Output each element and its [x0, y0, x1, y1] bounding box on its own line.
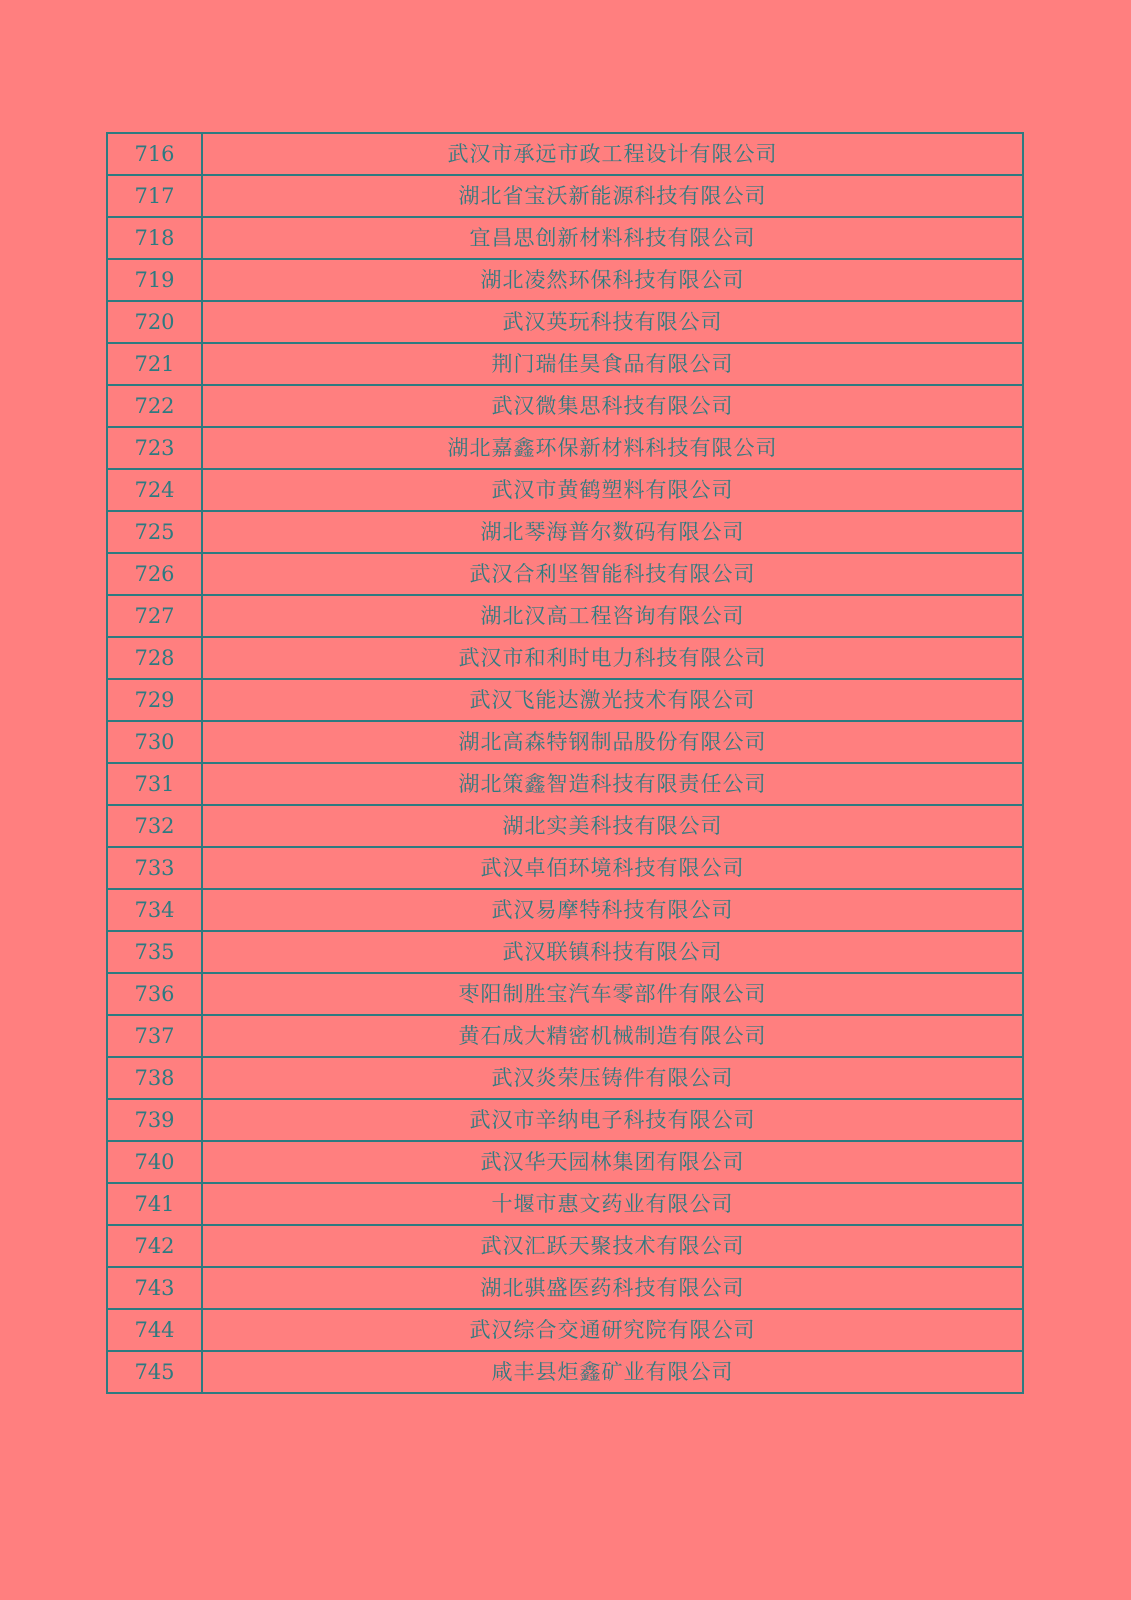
row-number-cell: 731 [107, 763, 202, 805]
table-row [107, 931, 1023, 973]
row-number-cell: 725 [107, 511, 202, 553]
company-name-cell: 武汉汇跃天聚技术有限公司 [202, 1225, 1023, 1267]
table-row [107, 1057, 1023, 1099]
row-number-cell: 744 [107, 1309, 202, 1351]
table-row [107, 1183, 1023, 1225]
table-row [107, 595, 1023, 637]
company-name-cell: 武汉市黄鹤塑料有限公司 [202, 469, 1023, 511]
table-row [107, 1225, 1023, 1267]
company-name-cell: 武汉市承远市政工程设计有限公司 [202, 133, 1023, 175]
row-number-cell: 739 [107, 1099, 202, 1141]
company-name-cell: 武汉微集思科技有限公司 [202, 385, 1023, 427]
company-name-cell: 武汉卓佰环境科技有限公司 [202, 847, 1023, 889]
company-name-cell: 湖北汉高工程咨询有限公司 [202, 595, 1023, 637]
company-name-cell: 湖北骐盛医药科技有限公司 [202, 1267, 1023, 1309]
table-row [107, 469, 1023, 511]
table-row [107, 847, 1023, 889]
table-row [107, 133, 1023, 175]
row-number-cell: 730 [107, 721, 202, 763]
company-name-cell: 武汉市和利时电力科技有限公司 [202, 637, 1023, 679]
company-name-cell: 武汉炎荣压铸件有限公司 [202, 1057, 1023, 1099]
row-number-cell: 729 [107, 679, 202, 721]
row-number-cell: 742 [107, 1225, 202, 1267]
company-name-cell: 武汉合利坚智能科技有限公司 [202, 553, 1023, 595]
row-number-cell: 735 [107, 931, 202, 973]
table-row [107, 511, 1023, 553]
table-row [107, 763, 1023, 805]
row-number-cell: 716 [107, 133, 202, 175]
table-row [107, 1309, 1023, 1351]
table-row [107, 553, 1023, 595]
row-number-cell: 726 [107, 553, 202, 595]
row-number-cell: 732 [107, 805, 202, 847]
table-row [107, 721, 1023, 763]
row-number-cell: 743 [107, 1267, 202, 1309]
row-number-cell: 717 [107, 175, 202, 217]
table-row [107, 637, 1023, 679]
row-number-cell: 733 [107, 847, 202, 889]
row-number-cell: 721 [107, 343, 202, 385]
company-name-cell: 武汉飞能达激光技术有限公司 [202, 679, 1023, 721]
table-row [107, 1015, 1023, 1057]
table-row [107, 679, 1023, 721]
company-name-cell: 武汉易摩特科技有限公司 [202, 889, 1023, 931]
table-row [107, 889, 1023, 931]
row-number-cell: 720 [107, 301, 202, 343]
table-row [107, 1267, 1023, 1309]
company-name-cell: 武汉联镇科技有限公司 [202, 931, 1023, 973]
table-row [107, 1351, 1023, 1393]
table-row [107, 1099, 1023, 1141]
table-row [107, 259, 1023, 301]
row-number-cell: 719 [107, 259, 202, 301]
company-name-cell: 宜昌思创新材料科技有限公司 [202, 217, 1023, 259]
table-row [107, 805, 1023, 847]
company-name-cell: 十堰市惠文药业有限公司 [202, 1183, 1023, 1225]
company-list-page [106, 132, 1024, 1394]
company-name-cell: 荆门瑞佳昊食品有限公司 [202, 343, 1023, 385]
table-row [107, 427, 1023, 469]
company-name-cell: 枣阳制胜宝汽车零部件有限公司 [202, 973, 1023, 1015]
row-number-cell: 728 [107, 637, 202, 679]
row-number-cell: 718 [107, 217, 202, 259]
row-number-cell: 740 [107, 1141, 202, 1183]
company-name-cell: 黄石成大精密机械制造有限公司 [202, 1015, 1023, 1057]
company-table-body [107, 133, 1023, 1393]
company-name-cell: 湖北凌然环保科技有限公司 [202, 259, 1023, 301]
table-row [107, 385, 1023, 427]
company-table [106, 132, 1024, 1394]
row-number-cell: 723 [107, 427, 202, 469]
company-name-cell: 咸丰县炬鑫矿业有限公司 [202, 1351, 1023, 1393]
company-name-cell: 湖北琴海普尔数码有限公司 [202, 511, 1023, 553]
table-row [107, 973, 1023, 1015]
row-number-cell: 736 [107, 973, 202, 1015]
table-row [107, 217, 1023, 259]
row-number-cell: 734 [107, 889, 202, 931]
row-number-cell: 722 [107, 385, 202, 427]
company-name-cell: 武汉英玩科技有限公司 [202, 301, 1023, 343]
company-name-cell: 武汉综合交通研究院有限公司 [202, 1309, 1023, 1351]
table-row [107, 1141, 1023, 1183]
company-name-cell: 湖北高森特钢制品股份有限公司 [202, 721, 1023, 763]
company-name-cell: 武汉华天园林集团有限公司 [202, 1141, 1023, 1183]
table-row [107, 175, 1023, 217]
table-row [107, 301, 1023, 343]
company-name-cell: 湖北策鑫智造科技有限责任公司 [202, 763, 1023, 805]
row-number-cell: 724 [107, 469, 202, 511]
company-name-cell: 湖北实美科技有限公司 [202, 805, 1023, 847]
row-number-cell: 737 [107, 1015, 202, 1057]
row-number-cell: 745 [107, 1351, 202, 1393]
company-name-cell: 湖北嘉鑫环保新材料科技有限公司 [202, 427, 1023, 469]
row-number-cell: 727 [107, 595, 202, 637]
company-name-cell: 武汉市辛纳电子科技有限公司 [202, 1099, 1023, 1141]
table-row [107, 343, 1023, 385]
row-number-cell: 741 [107, 1183, 202, 1225]
company-name-cell: 湖北省宝沃新能源科技有限公司 [202, 175, 1023, 217]
row-number-cell: 738 [107, 1057, 202, 1099]
